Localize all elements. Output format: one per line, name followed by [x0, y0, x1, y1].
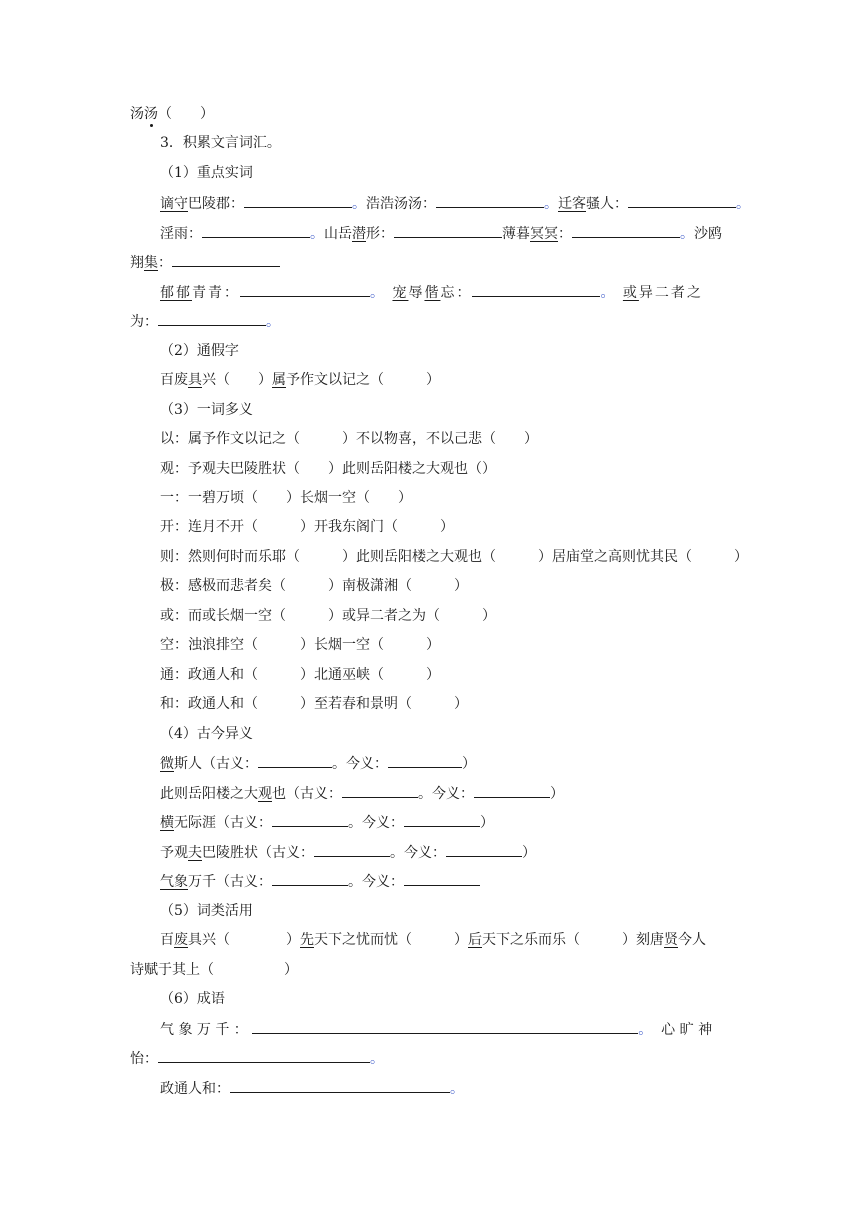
- text: 此则岳阳楼之大: [160, 786, 258, 802]
- keyword: 潜: [352, 226, 366, 242]
- s2-line: [160, 371, 440, 389]
- s6-line-3: [160, 1079, 464, 1098]
- text: 今人: [678, 932, 706, 948]
- text: 。今义：: [390, 845, 446, 861]
- s4-line-2: [160, 784, 564, 803]
- keyword: 或: [622, 285, 639, 301]
- keyword: 宠: [392, 285, 409, 301]
- keyword: 冥冥: [530, 226, 558, 242]
- keyword: 属: [272, 372, 286, 388]
- answer-blank[interactable]: [446, 843, 522, 857]
- section-title-2: （2）通假字: [160, 343, 239, 359]
- text: 。今义：: [348, 874, 404, 890]
- s5-line-2: 诗赋于其上（ ）: [130, 962, 298, 978]
- answer-blank[interactable]: [258, 754, 332, 768]
- s3-line-9: 通：政通人和（ ）北通巫峡（ ）: [160, 667, 440, 683]
- keyword: 先: [300, 932, 314, 948]
- text: 为：: [130, 314, 158, 330]
- text: 翔: [130, 255, 144, 271]
- text: 气 象 万 千 ：: [160, 1022, 248, 1038]
- section-title-4: （4）古今异义: [160, 726, 253, 742]
- text: 。今义：: [418, 786, 474, 802]
- section-title-3: （3）一词多义: [160, 402, 253, 418]
- s3-line-1: 以：属予作文以记之（ ）不以物喜，不以己悲（ ）: [160, 431, 538, 447]
- text: 骚人：: [586, 196, 628, 212]
- s1-line-4: [160, 283, 703, 302]
- text: 淫雨：: [160, 226, 202, 242]
- text: 百: [160, 932, 174, 948]
- text: 无际涯（古义：: [174, 815, 272, 831]
- text: 天下之忧而忧（ ）: [314, 932, 468, 948]
- keyword: 后: [468, 932, 482, 948]
- answer-blank[interactable]: [230, 1079, 450, 1093]
- keyword: 微: [160, 756, 174, 772]
- answer-blank[interactable]: [202, 224, 310, 238]
- text: ：: [158, 255, 172, 271]
- s1-line-1: [160, 194, 750, 213]
- text: 青青：: [192, 285, 240, 301]
- answer-blank[interactable]: [158, 312, 266, 326]
- text: 。今义：: [348, 815, 404, 831]
- keyword: 集: [144, 255, 158, 271]
- answer-blank[interactable]: [244, 194, 352, 208]
- answer-blank[interactable]: [272, 813, 348, 827]
- period: 。: [370, 285, 386, 301]
- period: 。: [736, 196, 750, 212]
- keyword: 夫: [188, 845, 202, 861]
- s6-line-2: [130, 1049, 384, 1068]
- s4-line-3: [160, 813, 494, 832]
- period: 。: [450, 1081, 464, 1097]
- keyword: 气象: [160, 874, 188, 890]
- keyword: 观: [258, 786, 272, 802]
- keyword: 迁客: [558, 196, 586, 212]
- s3-line-5: 则：然则何时而乐耶（ ）此则岳阳楼之大观也（ ）居庙堂之高则忧其民（ ）: [160, 549, 748, 565]
- answer-blank[interactable]: [472, 283, 600, 297]
- text: 予观: [160, 845, 188, 861]
- text: ）: [480, 815, 494, 831]
- text: 政通人和：: [160, 1081, 230, 1097]
- s3-line-6: 极：感极而悲者矣（ ）南极潇湘（ ）: [160, 578, 468, 594]
- text: 心 旷 神: [661, 1022, 713, 1038]
- text: 汤: [130, 106, 144, 122]
- answer-blank[interactable]: [314, 843, 390, 857]
- text: ：: [558, 226, 572, 242]
- period: 。: [638, 1022, 653, 1038]
- answer-blank[interactable]: [572, 224, 680, 238]
- keyword: 贤: [664, 932, 678, 948]
- text: 异二者之: [638, 285, 703, 301]
- text: 斯人（古义：: [174, 756, 258, 772]
- answer-blank[interactable]: [404, 813, 480, 827]
- text: 。今义：: [332, 756, 388, 772]
- keyword: 偕: [424, 285, 441, 301]
- keyword: 具: [188, 372, 202, 388]
- answer-blank[interactable]: [474, 784, 550, 798]
- text: 也（古义：: [272, 786, 342, 802]
- answer-blank[interactable]: [628, 194, 736, 208]
- s1-line-3: [130, 253, 280, 272]
- text: 形：: [366, 226, 394, 242]
- text: 巴陵胜状（古义：: [202, 845, 314, 861]
- keyword: 郁郁: [160, 285, 192, 301]
- period: 。: [680, 226, 694, 242]
- answer-blank[interactable]: [272, 872, 348, 886]
- dotted-char: 汤: [144, 106, 158, 122]
- text: 天下之乐而乐（ ）刻唐: [482, 932, 664, 948]
- text: 沙鸥: [694, 226, 722, 242]
- text: 浩浩汤汤：: [366, 196, 436, 212]
- text: 万千（古义：: [188, 874, 272, 890]
- period: 。: [310, 226, 324, 242]
- answer-blank[interactable]: [240, 283, 370, 297]
- section-title-5: （5）词类活用: [160, 903, 253, 919]
- text: 百废: [160, 372, 188, 388]
- keyword: 废: [174, 932, 188, 948]
- period: 。: [266, 314, 280, 330]
- section-title-1: （1）重点实词: [160, 165, 253, 181]
- text: 予作文以记之（ ）: [286, 372, 440, 388]
- s4-line-1: [160, 754, 476, 773]
- text: 辱: [408, 285, 425, 301]
- s3-line-4: 开：连月不开（ ）开我东阁门（ ）: [160, 519, 454, 535]
- s1-line-2: [160, 224, 722, 243]
- answer-blank[interactable]: [342, 784, 418, 798]
- period: 。: [370, 1051, 384, 1067]
- answer-blank[interactable]: [252, 1020, 638, 1034]
- answer-blank[interactable]: [172, 253, 280, 267]
- period: 。: [352, 196, 366, 212]
- text: 具兴（ ）: [188, 932, 300, 948]
- paren: （ ）: [158, 106, 214, 122]
- line-top: [130, 105, 214, 123]
- text: 薄暮: [502, 226, 530, 242]
- text: ）: [550, 786, 564, 802]
- answer-blank[interactable]: [158, 1049, 370, 1063]
- s3-line-3: 一：一碧万顷（ ）长烟一空（ ）: [160, 490, 412, 506]
- answer-blank[interactable]: [394, 224, 502, 238]
- keyword: 谪守: [160, 196, 188, 212]
- s3-line-10: 和：政通人和（ ）至若春和景明（ ）: [160, 696, 468, 712]
- text: 山岳: [324, 226, 352, 242]
- text: 兴（ ）: [202, 372, 272, 388]
- s3-line-2: 观：予观夫巴陵胜状（ ）此则岳阳楼之大观也（）: [160, 461, 496, 477]
- s4-line-5: [160, 872, 480, 891]
- s3-line-7: 或：而或长烟一空（ ）或异二者之为（ ）: [160, 608, 496, 624]
- answer-blank[interactable]: [388, 754, 462, 768]
- s5-line-1: [160, 931, 706, 949]
- text: 忘：: [440, 285, 473, 301]
- s3-line-8: 空：浊浪排空（ ）长烟一空（ ）: [160, 637, 440, 653]
- answer-blank[interactable]: [404, 872, 480, 886]
- period: 。: [544, 196, 558, 212]
- heading: 3．积累文言词汇。: [160, 135, 281, 151]
- text: ）: [462, 756, 476, 772]
- s1-line-5: [130, 312, 280, 331]
- s4-line-4: [160, 843, 536, 862]
- s6-line-1: [160, 1020, 712, 1039]
- text: 巴陵郡：: [188, 196, 244, 212]
- period: 。: [600, 285, 617, 301]
- text: ）: [522, 845, 536, 861]
- keyword: 横: [160, 815, 174, 831]
- answer-blank[interactable]: [436, 194, 544, 208]
- section-title-6: （6）成语: [160, 991, 225, 1007]
- text: 怡：: [130, 1051, 158, 1067]
